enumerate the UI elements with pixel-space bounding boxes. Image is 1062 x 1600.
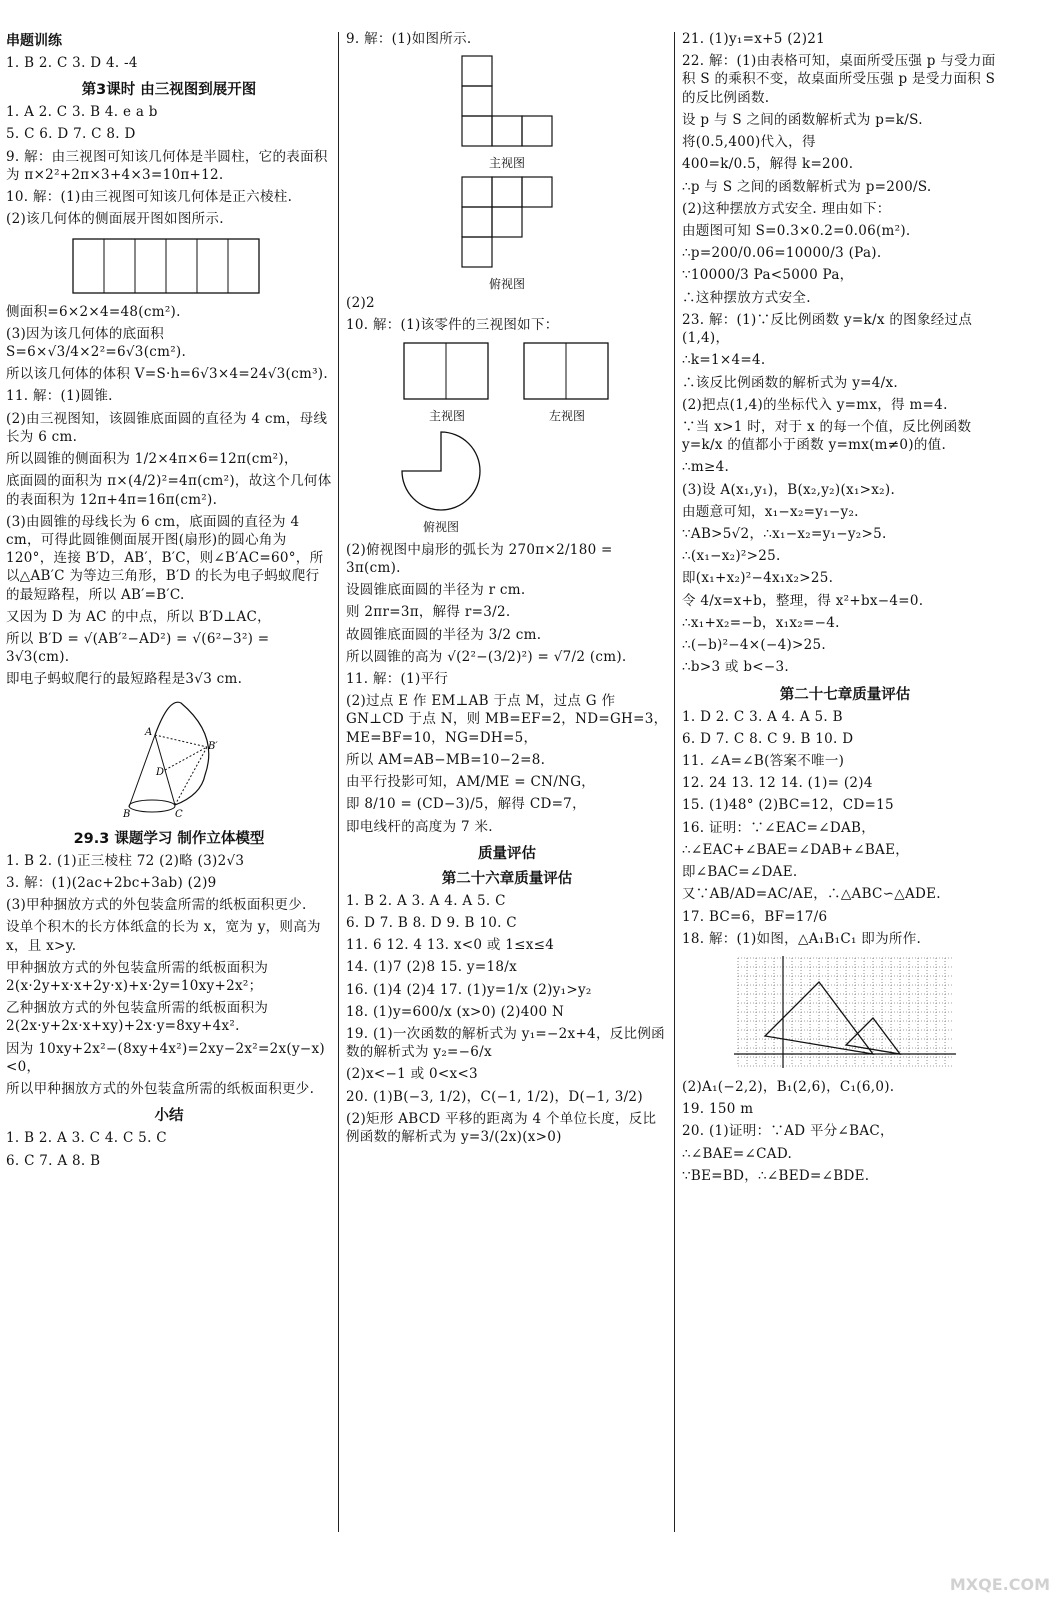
front-view-figure bbox=[346, 54, 668, 150]
answer-line: 18. (1)y=600/x (x>0) (2)400 N bbox=[346, 1003, 565, 1020]
answer-line: 15. (1)48° (2)BC=12，CD=15 bbox=[682, 797, 894, 814]
answer-line: 12. 24 13. 12 14. (1)= (2)4 bbox=[682, 775, 873, 792]
answer-line: 设 p 与 S 之间的函数解析式为 p=k/S. bbox=[682, 111, 923, 128]
column-divider bbox=[338, 32, 339, 1532]
answer-line: 所以圆锥的高为 √(2²−(3/2)²) = √7/2 (cm). bbox=[346, 648, 627, 665]
answer-line: 10. 解：(1)该零件的三视图如下： bbox=[346, 317, 559, 334]
answer-line: (3)因为该几何体的底面积 S=6×√3/4×2²=6√3(cm²). bbox=[6, 325, 187, 360]
top-view-figure bbox=[346, 175, 668, 271]
front-view-rect bbox=[402, 341, 492, 403]
answer-line: 17. BC=6，BF=17/6 bbox=[682, 908, 828, 925]
answer-line: 即电线杆的高度为 7 米. bbox=[346, 818, 493, 835]
answer-line: 6. D 7. C 8. C 9. B 10. D bbox=[682, 730, 854, 747]
grid-triangle-figure bbox=[682, 954, 1008, 1072]
answer-line: 设圆锥底面圆的半径为 r cm. bbox=[346, 582, 526, 599]
lesson-heading: 小结 bbox=[154, 1108, 184, 1125]
svg-text:B′: B′ bbox=[208, 740, 218, 752]
answer-line: 由题意可知，x₁−x₂=y₁−y₂. bbox=[682, 503, 859, 520]
three-views-figure bbox=[346, 341, 668, 424]
answer-line: 故圆锥底面圆的半径为 3/2 cm. bbox=[346, 626, 542, 643]
answer-line: 21. (1)y₁=x+5 (2)21 bbox=[682, 31, 826, 47]
answer-line: ∴p 与 S 之间的函数解析式为 p=200/S. bbox=[682, 178, 932, 195]
answer-line: 又∵AB/AD=AC/AE，∴△ABC∽△ADE. bbox=[682, 886, 941, 903]
answer-line: 即(x₁+x₂)²−4x₁x₂>25. bbox=[682, 570, 834, 587]
answer-line: 14. (1)7 (2)8 15. y=18/x bbox=[346, 959, 518, 976]
answer-line: 所以圆锥的侧面积为 1/2×4π×6=12π(cm²)， bbox=[6, 451, 298, 468]
answer-line: 5. C 6. D 7. C 8. D bbox=[6, 126, 136, 143]
figure-caption: 俯视图 bbox=[488, 277, 525, 292]
answer-line: 16. (1)4 (2)4 17. (1)y=1/x (2)y₁>y₂ bbox=[346, 981, 592, 998]
lesson-heading: 第3课时 由三视图到展开图 bbox=[81, 82, 257, 99]
answer-line: (2)由三视图知，该圆锥底面圆的直径为 4 cm，母线长为 6 cm. bbox=[6, 410, 328, 445]
answer-line: ∵BE=BD，∴∠BED=∠BDE. bbox=[682, 1167, 870, 1184]
section-heading: 质量评估 bbox=[478, 845, 536, 862]
answer-line: 令 4/x=x+b，整理，得 x²+bx−4=0. bbox=[682, 592, 924, 609]
section-title: 串题训练 bbox=[6, 33, 62, 49]
answer-line: 20. (1)证明：∵AD 平分∠BAC， bbox=[682, 1123, 894, 1140]
answer-line: 则 2πr=3π，解得 r=3/2. bbox=[346, 604, 511, 621]
answer-line: 16. 证明：∵∠EAC=∠DAB， bbox=[682, 819, 876, 836]
figure-caption: 主视图 bbox=[488, 156, 525, 171]
answer-line: 11. 6 12. 4 13. x<0 或 1≤x≤4 bbox=[346, 937, 555, 954]
figure-caption: 左视图 bbox=[548, 408, 585, 423]
answer-line: ∵AB>5√2，∴x₁−x₂=y₁−y₂>5. bbox=[682, 526, 887, 543]
answer-line: 底面圆的面积为 π×(4/2)²=4π(cm²)，故这个几何体的表面积为 12π+4π=16π(cm²). bbox=[6, 473, 332, 508]
answer-line: 6. D 7. B 8. D 9. B 10. C bbox=[346, 914, 517, 931]
answer-line: (3)甲种捆放方式的外包装盒所需的纸板面积更少. bbox=[6, 897, 307, 914]
answer-line: 即 8/10 = (CD−3)/5，解得 CD=7， bbox=[346, 796, 586, 813]
answer-line: (2)过点 E 作 EM⊥AB 于点 M，过点 G 作 GN⊥CD 于点 N，则 MB=EF=2，ND=GH=3，ME=BF=10，NG=DH=5， bbox=[346, 693, 668, 746]
answer-line: 即电子蚂蚁爬行的最短路程是3√3 cm. bbox=[6, 671, 243, 688]
answer-line: 11. 解：(1)平行 bbox=[346, 670, 449, 687]
answer-line: 1. B 2. C 3. D 4. -4 bbox=[6, 55, 138, 71]
answer-line: 设单个积木的长方体纸盒的长为 x，宽为 y，则高为 x，且 x>y. bbox=[6, 919, 321, 954]
answer-line: 又因为 D 为 AC 的中点，所以 B′D⊥AC， bbox=[6, 608, 271, 625]
answer-line: ∴该反比例函数的解析式为 y=4/x. bbox=[682, 374, 898, 391]
answer-line: (2)该几何体的侧面展开图如图所示. bbox=[6, 211, 224, 228]
answer-line: 由题图可知 S=0.3×0.2=0.06(m²). bbox=[682, 222, 911, 239]
answer-line: ∴b>3 或 b<−3. bbox=[682, 659, 789, 676]
answer-line: 所以 AM=AB−MB=10−2=8. bbox=[346, 751, 546, 768]
answer-line: 11. 解：(1)圆锥. bbox=[6, 388, 113, 405]
answer-line: 10. 解：(1)由三视图可知该几何体是正六棱柱. bbox=[6, 189, 293, 206]
answer-line: (2)x<−1 或 0<x<3 bbox=[346, 1066, 478, 1083]
answer-line: 1. A 2. C 3. B 4. e a b bbox=[6, 104, 158, 121]
chapter-heading: 第二十七章质量评估 bbox=[779, 686, 911, 703]
figure-caption: 俯视图 bbox=[422, 519, 459, 534]
left-view-rect bbox=[522, 341, 612, 403]
answer-line: 所以该几何体的体积 V=S·h=6√3×4=24√3(cm³). bbox=[6, 366, 328, 383]
answer-line: ∴这种摆放方式安全. bbox=[682, 289, 811, 306]
answer-line: 6. C 7. A 8. B bbox=[6, 1152, 101, 1169]
watermark: MXQE.COM bbox=[949, 1575, 1050, 1594]
answer-line: 18. 解：(1)如图，△A₁B₁C₁ 即为所作. bbox=[682, 930, 922, 947]
answer-line: 23. 解：(1)∵反比例函数 y=k/x 的图象经过点(1,4)， bbox=[682, 311, 973, 347]
answer-line: 即∠BAC=∠DAE. bbox=[682, 864, 798, 881]
answer-line: 19. 150 m bbox=[682, 1101, 754, 1118]
answer-line: (2)把点(1,4)的坐标代入 y=mx，得 m=4. bbox=[682, 396, 948, 413]
svg-text:C: C bbox=[175, 808, 183, 820]
answer-line: 所以 B′D = √(AB′²−AD²) = √(6²−3²) = 3√3(cm). bbox=[6, 631, 270, 666]
answer-line: (3)设 A(x₁,y₁)，B(x₂,y₂)(x₁>x₂). bbox=[682, 481, 896, 498]
answer-line: ∴(x₁−x₂)²>25. bbox=[682, 548, 781, 565]
svg-text:B: B bbox=[123, 808, 131, 820]
answer-line: 9. 解：(1)如图所示. bbox=[346, 31, 472, 47]
cone-ant-path-figure bbox=[6, 695, 332, 823]
answer-line: ∴k=1×4=4. bbox=[682, 352, 766, 369]
answer-line: 1. B 2. A 3. C 4. C 5. C bbox=[6, 1130, 167, 1147]
answer-line: 1. B 2. (1)正三棱柱 72 (2)略 (3)2√3 bbox=[6, 852, 245, 869]
answer-line: 400=k/0.5，解得 k=200. bbox=[682, 156, 854, 173]
answer-line: 乙种捆放方式的外包装盒所需的纸板面积为 2(2x·y+2x·x+xy)+2x·y=8xy+4x². bbox=[6, 1000, 269, 1035]
answer-column-1 bbox=[6, 28, 332, 1172]
answer-line: ∴m≥4. bbox=[682, 459, 730, 476]
chapter-heading: 第二十六章质量评估 bbox=[441, 870, 573, 887]
answer-line: (3)由圆锥的母线长为 6 cm，底面圆的直径为 4 cm，可得此圆锥侧面展开图(扇形)的圆心角为 120°，连接 B′D，AB′，B′C，则∠B′AC=60°，所以△AB′C 为等边三角形，B′D 的长为电子蚂蚁爬行的最短路程，所以 AB′=B′C. bbox=[6, 513, 324, 603]
answer-line: ∵10000/3 Pa<5000 Pa， bbox=[682, 267, 854, 284]
answer-line: (2)A₁(−2,2)，B₁(2,6)，C₁(6,0). bbox=[682, 1078, 895, 1095]
column-divider bbox=[674, 32, 675, 1532]
answer-line: 将(0.5,400)代入，得 bbox=[682, 134, 816, 151]
answer-line: 1. B 2. A 3. A 4. A 5. C bbox=[346, 892, 506, 909]
answer-line: ∵当 x>1 时，对于 x 的每一个值，反比例函数 y=k/x 的值都小于函数 y=mx(m≠0)的值. bbox=[682, 418, 972, 454]
answer-line: 11. ∠A=∠B(答案不唯一) bbox=[682, 753, 845, 769]
answer-line: (2)矩形 ABCD 平移的距离为 4 个单位长度，反比例函数的解析式为 y=3/(2x)(x>0) bbox=[346, 1110, 657, 1146]
lesson-heading: 29.3 课题学习 制作立体模型 bbox=[73, 830, 265, 847]
svg-text:A: A bbox=[145, 726, 153, 738]
answer-line: 甲种捆放方式的外包装盒所需的纸板面积为 2(x·2y+x·x+2y·x)+x·2y=10xy+2x²； bbox=[6, 959, 269, 994]
prism-lateral-net-figure bbox=[6, 235, 332, 297]
answer-line: 3. 解：(1)(2ac+2bc+3ab) (2)9 bbox=[6, 874, 217, 891]
answer-line: (2)这种摆放方式安全. 理由如下： bbox=[682, 200, 891, 217]
sector-top-view-figure bbox=[346, 428, 668, 535]
answer-line: (2)2 bbox=[346, 295, 375, 312]
answer-line: ∴∠EAC+∠BAE=∠DAB+∠BAE， bbox=[682, 841, 910, 858]
answer-line: 9. 解：由三视图可知该几何体是半圆柱，它的表面积为 π×2²+2π×3+4×3=10π+12. bbox=[6, 148, 328, 183]
answer-column-3 bbox=[682, 28, 1008, 1187]
answer-line: 侧面积=6×2×4=48(cm²). bbox=[6, 303, 181, 320]
answer-line: ∴(−b)²−4×(−4)>25. bbox=[682, 637, 827, 654]
figure-caption: 主视图 bbox=[428, 408, 465, 423]
answer-line: ∴p=200/0.06=10000/3 (Pa). bbox=[682, 245, 882, 262]
answer-line: 因为 10xy+2x²−(8xy+4x²)=2xy−2x²=2x(y−x)<0， bbox=[6, 1040, 326, 1075]
answer-line: 22. 解：(1)由表格可知，桌面所受压强 p 与受力面积 S 的乘积不变，故桌面所受压强 p 是受力面积 S 的反比例函数. bbox=[682, 53, 996, 106]
answer-line: 由平行投影可知，AM/ME = CN/NG， bbox=[346, 774, 596, 791]
answer-column-2 bbox=[346, 28, 668, 1148]
answer-line: ∴x₁+x₂=−b，x₁x₂=−4. bbox=[682, 614, 840, 631]
answer-line: 19. (1)一次函数的解析式为 y₁=−2x+4，反比例函数的解析式为 y₂=−6/x bbox=[346, 1026, 665, 1061]
svg-text:D: D bbox=[156, 766, 165, 778]
answer-line: ∴∠BAE=∠CAD. bbox=[682, 1145, 793, 1162]
answer-line: (2)俯视图中扇形的弧长为 270π×2/180 = 3π(cm). bbox=[346, 541, 613, 576]
answer-line: 所以甲种捆放方式的外包装盒所需的纸板面积更少. bbox=[6, 1081, 315, 1098]
answer-line: 20. (1)B(−3, 1/2)，C(−1, 1/2)，D(−1, 3/2) bbox=[346, 1088, 643, 1105]
answer-line: 1. D 2. C 3. A 4. A 5. B bbox=[682, 708, 843, 725]
